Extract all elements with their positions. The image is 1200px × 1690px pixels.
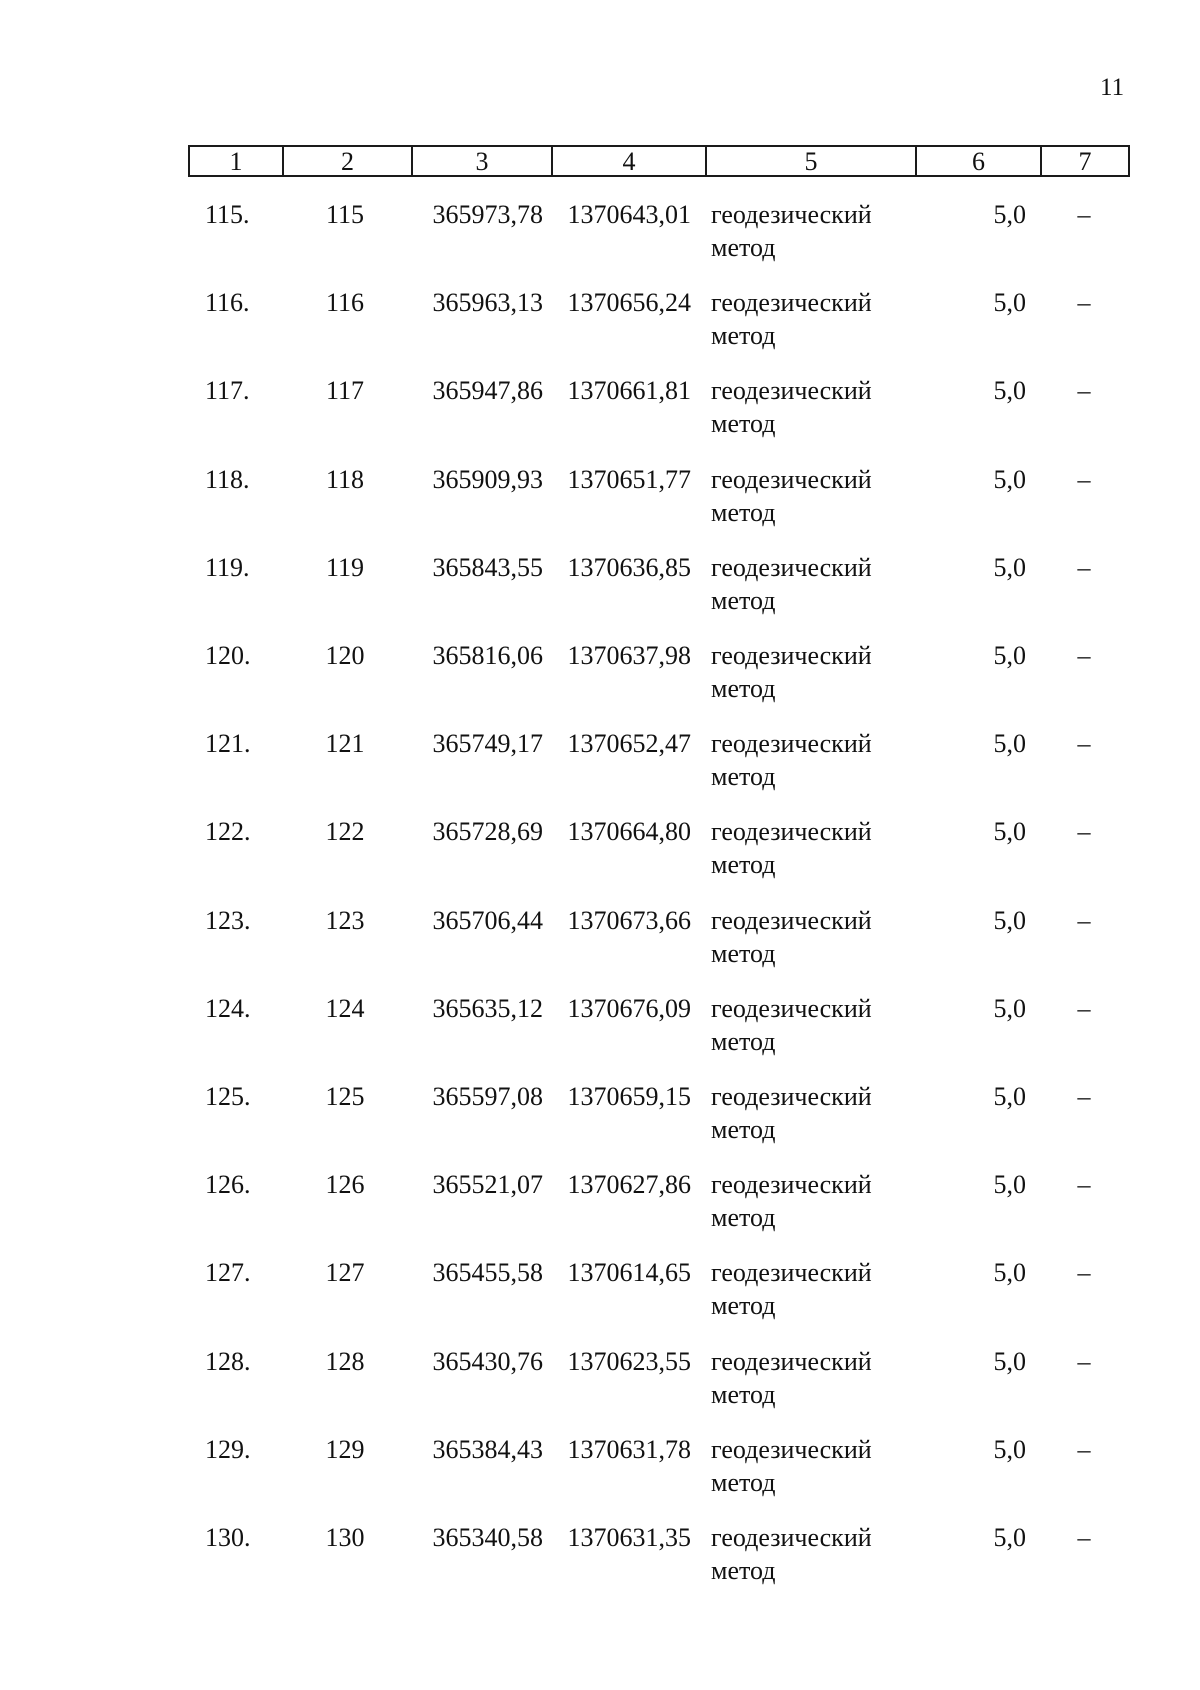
note-value: – <box>1077 817 1091 847</box>
header-cell-1: 1 <box>190 147 284 175</box>
note-value: – <box>1077 993 1091 1023</box>
method-cell <box>711 1521 921 1587</box>
method-cell <box>711 904 921 970</box>
coordinate-y: 1370656,24 <box>567 288 691 318</box>
method-text: метод <box>711 321 776 351</box>
accuracy-value: 5,0 <box>993 1258 1026 1288</box>
method-text: метод <box>711 674 776 703</box>
coordinate-y: 1370631,35 <box>567 1523 691 1552</box>
row-number: 119. <box>205 552 250 582</box>
coordinate-y: 1370664,80 <box>567 817 691 847</box>
coordinate-x: 365728,69 <box>432 817 543 847</box>
coordinate-y: 1370627,86 <box>567 1170 691 1200</box>
method-text: метод <box>711 1203 776 1233</box>
method-text: геодезический <box>711 552 872 582</box>
method-cell <box>711 551 921 617</box>
table-row <box>0 463 1200 543</box>
note-value: – <box>1077 729 1091 759</box>
point-number: 125 <box>325 1082 365 1111</box>
point-number: 115 <box>325 200 365 229</box>
table-row <box>0 639 1200 719</box>
coordinate-x: 365947,86 <box>432 376 543 406</box>
coordinate-y: 1370614,65 <box>567 1258 691 1288</box>
note-value: – <box>1077 1258 1091 1288</box>
note-value: – <box>1077 1434 1091 1464</box>
method-text: геодезический <box>711 1523 872 1552</box>
method-text: метод <box>711 938 776 968</box>
note-value: – <box>1077 552 1091 582</box>
point-number: 128 <box>325 1346 365 1376</box>
table-row <box>0 551 1200 631</box>
coordinate-y: 1370652,47 <box>567 729 691 759</box>
accuracy-value: 5,0 <box>993 1170 1026 1200</box>
method-cell <box>711 1345 921 1411</box>
method-text: геодезический <box>711 200 872 229</box>
method-text: геодезический <box>711 1082 872 1111</box>
coordinate-x: 365909,93 <box>432 464 543 494</box>
point-number: 116 <box>325 288 365 318</box>
note-value: – <box>1077 200 1091 229</box>
note-value: – <box>1077 1346 1091 1376</box>
method-text: метод <box>711 585 776 615</box>
method-cell <box>711 639 921 705</box>
point-number: 123 <box>325 905 365 935</box>
table-row <box>0 904 1200 984</box>
coordinate-x: 365749,17 <box>432 729 543 759</box>
accuracy-value: 5,0 <box>993 993 1026 1023</box>
point-number: 122 <box>325 817 365 847</box>
method-text: метод <box>711 1291 776 1321</box>
point-number: 120 <box>325 641 365 670</box>
header-cell-5: 5 <box>707 147 917 175</box>
method-cell <box>711 1256 921 1322</box>
method-text: геодезический <box>711 376 872 406</box>
row-number: 129. <box>205 1434 251 1464</box>
coordinate-y: 1370651,77 <box>567 464 691 494</box>
accuracy-value: 5,0 <box>993 729 1026 759</box>
coordinate-x: 365843,55 <box>432 552 543 582</box>
coordinate-y: 1370643,01 <box>567 200 691 229</box>
coordinate-x: 365706,44 <box>432 905 543 935</box>
coordinate-y: 1370623,55 <box>567 1346 691 1376</box>
table-row <box>0 1345 1200 1425</box>
method-cell <box>711 1080 921 1146</box>
method-text: геодезический <box>711 993 872 1023</box>
method-cell <box>711 815 921 881</box>
accuracy-value: 5,0 <box>993 1523 1026 1552</box>
row-number: 125. <box>205 1082 251 1111</box>
method-text: геодезический <box>711 1258 872 1288</box>
accuracy-value: 5,0 <box>993 464 1026 494</box>
note-value: – <box>1077 1170 1091 1200</box>
coordinate-x: 365521,07 <box>432 1170 543 1200</box>
table-row <box>0 1256 1200 1336</box>
row-number: 121. <box>205 729 251 759</box>
method-cell <box>711 286 921 352</box>
method-text: метод <box>711 409 776 439</box>
method-cell <box>711 1168 921 1234</box>
coordinate-x: 365635,12 <box>432 993 543 1023</box>
point-number: 121 <box>325 729 365 759</box>
method-text: метод <box>711 762 776 792</box>
table-row <box>0 992 1200 1072</box>
table-row <box>0 1433 1200 1513</box>
header-cell-3: 3 <box>413 147 553 175</box>
accuracy-value: 5,0 <box>993 1434 1026 1464</box>
method-text: метод <box>711 1467 776 1497</box>
table-row <box>0 815 1200 895</box>
header-cell-4: 4 <box>553 147 707 175</box>
coordinate-y: 1370676,09 <box>567 993 691 1023</box>
note-value: – <box>1077 376 1091 406</box>
table-row <box>0 1168 1200 1248</box>
row-number: 117. <box>205 376 250 406</box>
coordinate-y: 1370673,66 <box>567 905 691 935</box>
coordinate-y: 1370631,78 <box>567 1434 691 1464</box>
point-number: 127 <box>325 1258 365 1288</box>
table-row <box>0 286 1200 366</box>
accuracy-value: 5,0 <box>993 200 1026 229</box>
method-cell <box>711 1433 921 1499</box>
point-number: 124 <box>325 993 365 1023</box>
row-number: 115. <box>205 200 250 229</box>
row-number: 123. <box>205 905 251 935</box>
point-number: 126 <box>325 1170 365 1200</box>
method-text: метод <box>711 497 776 527</box>
table-row <box>0 1521 1200 1601</box>
row-number: 120. <box>205 641 251 670</box>
coordinate-y: 1370661,81 <box>567 376 691 406</box>
table-row <box>0 198 1200 278</box>
method-text: метод <box>711 1115 776 1144</box>
method-text: метод <box>711 850 776 880</box>
note-value: – <box>1077 1523 1091 1552</box>
method-cell <box>711 198 921 264</box>
point-number: 118 <box>325 464 365 494</box>
method-text: геодезический <box>711 464 872 494</box>
coordinate-x: 365455,58 <box>432 1258 543 1288</box>
accuracy-value: 5,0 <box>993 1346 1026 1376</box>
coordinate-x: 365340,58 <box>432 1523 543 1552</box>
method-text: метод <box>711 233 776 262</box>
note-value: – <box>1077 641 1091 670</box>
method-text: геодезический <box>711 288 872 318</box>
note-value: – <box>1077 905 1091 935</box>
coordinate-x: 365430,76 <box>432 1346 543 1376</box>
coordinate-x: 365973,78 <box>432 200 543 229</box>
point-number: 119 <box>325 552 365 582</box>
accuracy-value: 5,0 <box>993 905 1026 935</box>
method-cell <box>711 992 921 1058</box>
row-number: 130. <box>205 1523 251 1552</box>
accuracy-value: 5,0 <box>993 641 1026 670</box>
coordinate-x: 365384,43 <box>432 1434 543 1464</box>
accuracy-value: 5,0 <box>993 552 1026 582</box>
accuracy-value: 5,0 <box>993 1082 1026 1111</box>
coordinate-x: 365597,08 <box>432 1082 543 1111</box>
row-number: 126. <box>205 1170 251 1200</box>
note-value: – <box>1077 1082 1091 1111</box>
coordinate-x: 365963,13 <box>432 288 543 318</box>
point-number: 130 <box>325 1523 365 1552</box>
header-cell-7: 7 <box>1078 147 1092 176</box>
method-text: геодезический <box>711 729 872 759</box>
header-cell-2: 2 <box>284 147 413 175</box>
coordinate-x: 365816,06 <box>432 641 543 670</box>
row-number: 118. <box>205 464 250 494</box>
row-number: 127. <box>205 1258 251 1288</box>
note-value: – <box>1077 464 1091 494</box>
table-row <box>0 727 1200 807</box>
method-cell <box>711 463 921 529</box>
point-number: 117 <box>325 376 365 406</box>
coordinate-y: 1370637,98 <box>567 641 691 670</box>
method-text: геодезический <box>711 905 872 935</box>
row-number: 116. <box>205 288 250 318</box>
accuracy-value: 5,0 <box>993 288 1026 318</box>
method-text: метод <box>711 1379 776 1409</box>
accuracy-value: 5,0 <box>993 376 1026 406</box>
row-number: 122. <box>205 817 251 847</box>
header-cell-6: 6 <box>917 147 1042 175</box>
coordinate-y: 1370659,15 <box>567 1082 691 1111</box>
method-text: геодезический <box>711 1434 872 1464</box>
method-cell <box>711 727 921 793</box>
table-row <box>0 374 1200 454</box>
note-value: – <box>1077 288 1091 318</box>
coordinate-y: 1370636,85 <box>567 552 691 582</box>
method-text: метод <box>711 1026 776 1056</box>
method-text: геодезический <box>711 1170 872 1200</box>
accuracy-value: 5,0 <box>993 817 1026 847</box>
page-number: 11 <box>1100 74 1125 101</box>
method-text: геодезический <box>711 641 872 670</box>
row-number: 128. <box>205 1346 251 1376</box>
method-cell <box>711 374 921 440</box>
point-number: 129 <box>325 1434 365 1464</box>
table-row <box>0 1080 1200 1160</box>
method-text: метод <box>711 1556 776 1585</box>
row-number: 124. <box>205 993 251 1023</box>
method-text: геодезический <box>711 817 872 847</box>
method-text: геодезический <box>711 1346 872 1376</box>
